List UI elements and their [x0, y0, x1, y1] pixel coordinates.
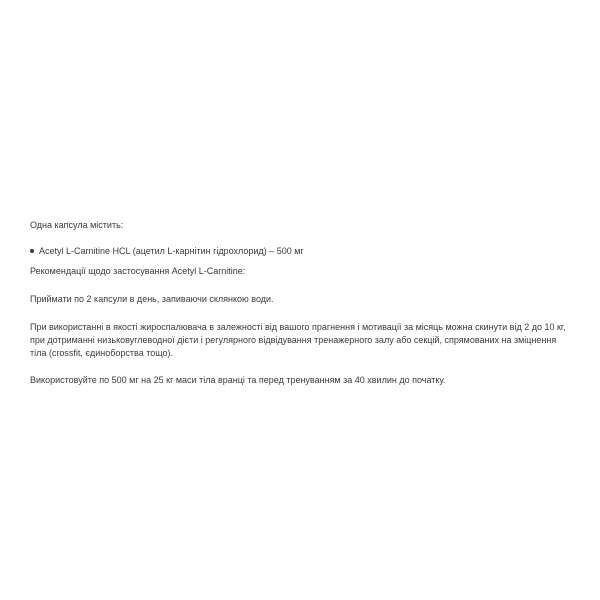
composition-intro: Одна капсула містить:: [30, 220, 124, 230]
ingredients-list: [30, 245, 575, 258]
fat-burner-note: При використанні в якості жироспалювача в залежності від вашого прагнення і мотивації за місяць можна скинути від 2 до 10 кг, при дотриманні низьковуглеводної дієти і регулярного відвідування тренажерного залу або секцій, спрямованих на зміцнення тіла (crossfit, єдиноборства тощо).: [30, 322, 566, 358]
recommendations-heading: Рекомендації щодо застосування Acetyl L-Carnitine:: [30, 266, 246, 276]
usage-note: Використовуйте по 500 мг на 25 кг маси тіла вранці та перед тренуванням за 40 хвилин до початку.: [30, 375, 446, 385]
dosage-instructions: Приймати по 2 капсули в день, запиваючи склянкою води.: [30, 294, 274, 304]
ingredient-text: Acetyl L-Carnitine HCL (ацетил L-карнітин гідрохлорид) – 500 мг: [39, 246, 304, 256]
bullet-icon: [30, 249, 34, 253]
list-item: [30, 245, 575, 258]
product-description: [30, 219, 575, 387]
